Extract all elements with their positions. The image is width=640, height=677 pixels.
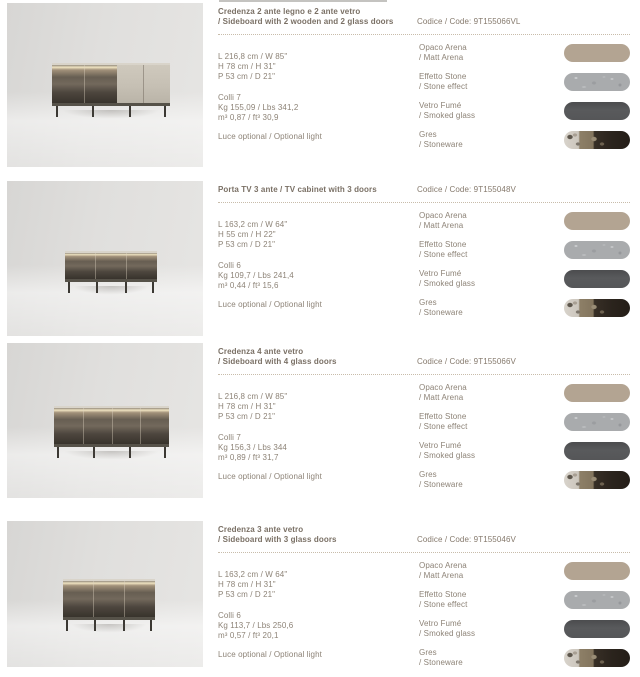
product-photo (7, 181, 203, 336)
finish-label: Gres / Stoneware (419, 470, 463, 489)
finish-row (419, 412, 630, 432)
finish-row (419, 619, 630, 639)
finish-label: Effetto Stone / Stone effect (419, 240, 468, 259)
finish-label: Effetto Stone / Stone effect (419, 590, 468, 609)
finish-row (419, 470, 630, 490)
product-photo (7, 521, 203, 667)
product-code: Codice / Code: 9T155066VL (417, 17, 521, 26)
finish-label: Opaco Arena / Matt Arena (419, 561, 467, 580)
optional-light-note: Luce optional / Optional light (218, 650, 322, 659)
finish-label: Opaco Arena / Matt Arena (419, 383, 467, 402)
matt-arena-swatch (564, 384, 630, 402)
finish-row (419, 72, 630, 92)
smoked-glass-swatch (564, 102, 630, 120)
product-info: Credenza 3 ante vetro / Sideboard with 3 glass doors Codice / Code: 9T155046V L 163,2 cm / W 64" H 78 cm / H 31" P 53 cm / D 21" Colli 6 Kg 113,7 / Lbs 250,6 m³ 0,57 / ft³ 20,1 Luce optional / Optional light Opaco Arena / Matt Arena Effetto Stone / Stone effect Vetro Fumé / Smoked glass Gres / Stoneware (210, 518, 640, 669)
finish-row (419, 211, 630, 231)
finish-label: Gres / Stoneware (419, 298, 463, 317)
finish-label: Vetro Fumé / Smoked glass (419, 441, 476, 460)
product-title: Credenza 4 ante vetro / Sideboard with 4 glass doors (218, 347, 337, 366)
product-image (0, 178, 210, 340)
finish-row (419, 590, 630, 610)
product-info: Porta TV 3 ante / TV cabinet with 3 doors Codice / Code: 9T155048V L 163,2 cm / W 64" H 55 cm / H 22" P 53 cm / D 21" Colli 6 Kg 109,7 / Lbs 241,4 m³ 0,44 / ft³ 15,6 Luce optional / Optional light Opaco Arena / Matt Arena Effetto Stone / Stone effect Vetro Fumé / Smoked glass Gres / Stoneware (210, 178, 640, 340)
finish-list (419, 43, 630, 159)
finish-label: Effetto Stone / Stone effect (419, 72, 468, 91)
finish-label: Vetro Fumé / Smoked glass (419, 619, 476, 638)
stone-effect-swatch (564, 591, 630, 609)
stoneware-swatch (564, 131, 630, 149)
stoneware-swatch (564, 649, 630, 667)
glass-doors (52, 65, 117, 103)
matt-arena-swatch (564, 44, 630, 62)
product-code: Codice / Code: 9T155066V (417, 357, 516, 366)
finish-label: Opaco Arena / Matt Arena (419, 211, 467, 230)
product-photo (7, 343, 203, 498)
finish-list (419, 561, 630, 677)
finish-label: Gres / Stoneware (419, 130, 463, 149)
product-info: Credenza 4 ante vetro / Sideboard with 4 glass doors Codice / Code: 9T155066V L 216,8 cm / W 85" H 78 cm / H 31" P 53 cm / D 21" Colli 7 Kg 156,3 / Lbs 344 m³ 0,89 / ft³ 31,7 Luce optional / Optional light Opaco Arena / Matt Arena Effetto Stone / Stone effect Vetro Fumé / Smoked glass Gres / Stoneware (210, 340, 640, 518)
finish-label: Vetro Fumé / Smoked glass (419, 269, 476, 288)
product-title: Credenza 2 ante legno e 2 ante vetro / Sideboard with 2 wooden and 2 glass doors (218, 7, 394, 26)
optional-light-note: Luce optional / Optional light (218, 472, 322, 481)
finish-row (419, 298, 630, 318)
wooden-doors (117, 65, 170, 103)
product-title: Credenza 3 ante vetro / Sideboard with 3 glass doors (218, 525, 337, 544)
stone-effect-swatch (564, 73, 630, 91)
product-row (0, 178, 640, 340)
finish-row (419, 561, 630, 581)
product-row (0, 340, 640, 518)
product-code: Codice / Code: 9T155048V (417, 185, 516, 194)
finish-row (419, 130, 630, 150)
glass-doors (65, 253, 157, 279)
product-row (0, 0, 640, 178)
matt-arena-swatch (564, 212, 630, 230)
smoked-glass-swatch (564, 270, 630, 288)
product-image (0, 340, 210, 518)
stoneware-swatch (564, 299, 630, 317)
matt-arena-swatch (564, 562, 630, 580)
product-image (0, 0, 210, 178)
product-info: Credenza 2 ante legno e 2 ante vetro / Sideboard with 2 wooden and 2 glass doors Codice / Code: 9T155066VL L 216,8 cm / W 85" H 78 cm / H 31" P 53 cm / D 21" Colli 7 Kg 155,09 / Lbs 341,2 m³ 0,87 / ft³ 30,9 Luce optional / Optional light Opaco Arena / Matt Arena Effetto Stone / Stone effect Vetro Fumé / Smoked glass Gres / Stoneware (210, 0, 640, 178)
finish-row (419, 383, 630, 403)
glass-doors (63, 581, 155, 617)
finish-row (419, 441, 630, 461)
stone-effect-swatch (564, 413, 630, 431)
finish-row (419, 269, 630, 289)
stone-effect-swatch (564, 241, 630, 259)
glass-doors (54, 408, 169, 444)
optional-light-note: Luce optional / Optional light (218, 300, 322, 309)
product-row (0, 518, 640, 669)
smoked-glass-swatch (564, 442, 630, 460)
finish-list (419, 383, 630, 499)
smoked-glass-swatch (564, 620, 630, 638)
finish-row (419, 101, 630, 121)
finish-label: Opaco Arena / Matt Arena (419, 43, 467, 62)
finish-list (419, 211, 630, 327)
finish-row (419, 43, 630, 63)
product-title: Porta TV 3 ante / TV cabinet with 3 doors (218, 185, 377, 194)
product-image (0, 518, 210, 669)
cropped-text-remnant (219, 0, 387, 2)
stoneware-swatch (564, 471, 630, 489)
finish-row (419, 648, 630, 668)
finish-row (419, 240, 630, 260)
product-code: Codice / Code: 9T155046V (417, 535, 516, 544)
finish-label: Gres / Stoneware (419, 648, 463, 667)
finish-label: Vetro Fumé / Smoked glass (419, 101, 476, 120)
finish-label: Effetto Stone / Stone effect (419, 412, 468, 431)
product-photo (7, 3, 203, 167)
optional-light-note: Luce optional / Optional light (218, 132, 322, 141)
